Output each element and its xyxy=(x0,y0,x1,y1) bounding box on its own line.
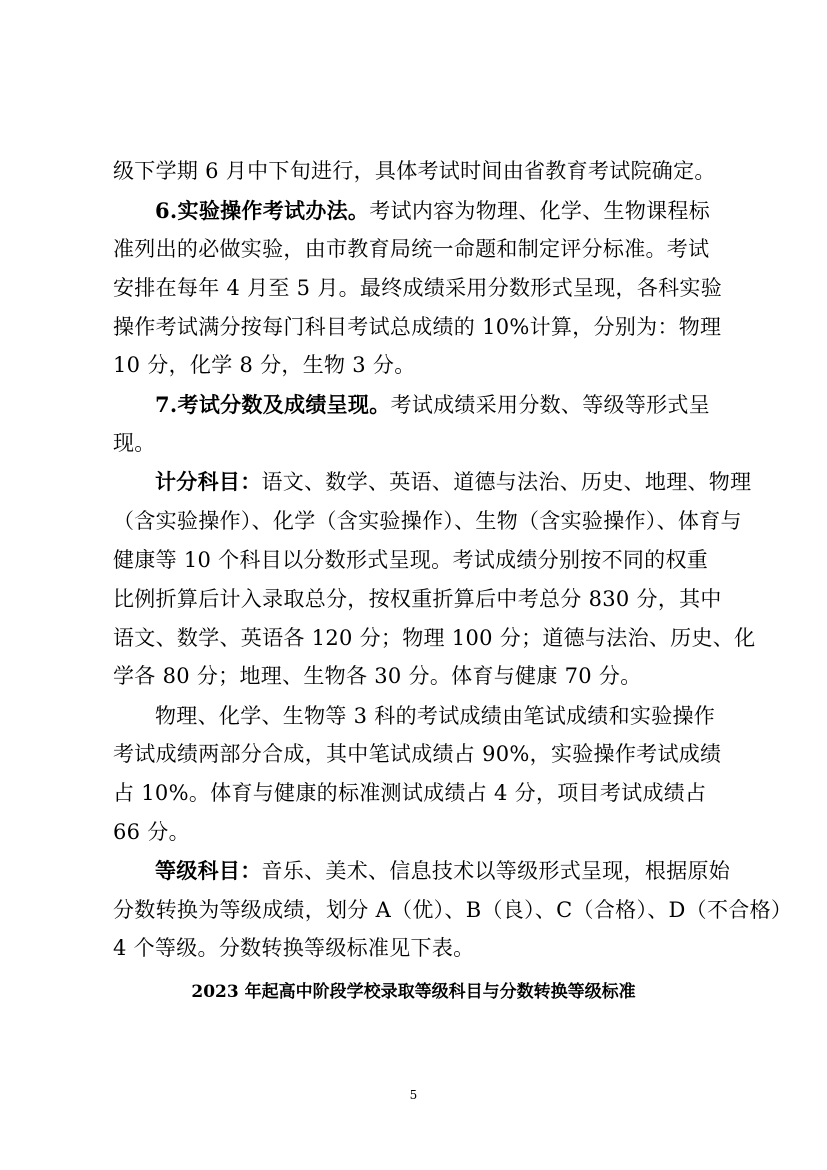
item-6-heading-line xyxy=(155,198,710,224)
paragraph-line xyxy=(113,780,706,806)
text: 物理、化学、生物等 3 科的考试成绩由笔试成绩和实验操作 xyxy=(155,704,716,728)
paragraph-line xyxy=(113,547,708,573)
paragraph-line xyxy=(113,275,722,301)
paragraph-line xyxy=(113,430,156,456)
item-6-title: 实验操作考试办法。 xyxy=(177,198,370,223)
text: 安排在每年 4 月至 5 月。最终成绩采用分数形式呈现，各科实验 xyxy=(113,276,723,300)
text: 级下学期 6 月中下旬进行，具体考试时间由省教育考试院确定。 xyxy=(113,159,716,183)
item-number: 6. xyxy=(155,198,178,223)
graded-subjects-line xyxy=(155,858,730,884)
text: 分数转换为等级成绩，划分 A（优）、B（良）、C（合格）、D（不合格） xyxy=(113,898,793,922)
paragraph-line xyxy=(113,314,721,340)
paragraph-line xyxy=(113,625,755,651)
text: 比例折算后计入录取总分，按权重折算后中考总分 830 分，其中 xyxy=(113,587,722,611)
text: 考试成绩采用分数、等级等形式呈 xyxy=(390,393,711,417)
graded-subjects-label: 等级科目： xyxy=(155,858,262,883)
text: 4 个等级。分数转换等级标准见下表。 xyxy=(113,936,475,960)
text: 66 分。 xyxy=(113,820,190,844)
text: 考试内容为物理、化学、生物课程标 xyxy=(369,199,711,223)
paragraph-line xyxy=(113,741,721,767)
scored-subjects-line xyxy=(155,469,751,495)
paragraph-line xyxy=(155,703,715,729)
paragraph-line xyxy=(113,236,709,262)
text: 10 分，化学 8 分，生物 3 分。 xyxy=(113,353,416,377)
item-7-heading-line xyxy=(155,392,710,418)
paragraph-line xyxy=(113,586,722,612)
paragraph-line xyxy=(113,819,190,845)
text: 考试成绩两部分合成，其中笔试成绩占 90%，实验操作考试成绩 xyxy=(113,742,722,766)
text: 准列出的必做实验，由市教育局统一命题和制定评分标准。考试 xyxy=(113,237,710,261)
text: 现。 xyxy=(113,431,156,455)
item-7-title: 考试分数及成绩呈现。 xyxy=(177,392,391,417)
paragraph-line xyxy=(113,508,742,534)
text: 学各 80 分；地理、生物各 30 分。体育与健康 70 分。 xyxy=(113,664,642,688)
text: 占 10%。体育与健康的标准测试成绩占 4 分，项目考试成绩占 xyxy=(113,781,707,805)
text: 健康等 10 个科目以分数形式呈现。考试成绩分别按不同的权重 xyxy=(113,548,709,572)
paragraph-line xyxy=(113,897,792,923)
paragraph-line xyxy=(113,158,716,184)
paragraph-line xyxy=(113,935,474,961)
scored-subjects-label: 计分科目： xyxy=(155,469,262,494)
page-number: 5 xyxy=(409,1088,418,1102)
text: 语文、数学、英语、道德与法治、历史、地理、物理 xyxy=(261,470,752,494)
item-number: 7. xyxy=(155,392,178,417)
text: 音乐、美术、信息技术以等级形式呈现，根据原始 xyxy=(261,859,731,883)
table-caption: 2023 年起高中阶段学校录取等级科目与分数转换等级标准 xyxy=(191,982,636,1002)
paragraph-line xyxy=(113,663,642,689)
paragraph-line xyxy=(113,352,416,378)
text: （含实验操作）、化学（含实验操作）、生物（含实验操作）、体育与 xyxy=(113,509,742,533)
text: 语文、数学、英语各 120 分；物理 100 分；道德与法治、历史、化 xyxy=(113,626,756,650)
text: 操作考试满分按每门科目考试总成绩的 10%计算，分别为：物理 xyxy=(113,315,722,339)
